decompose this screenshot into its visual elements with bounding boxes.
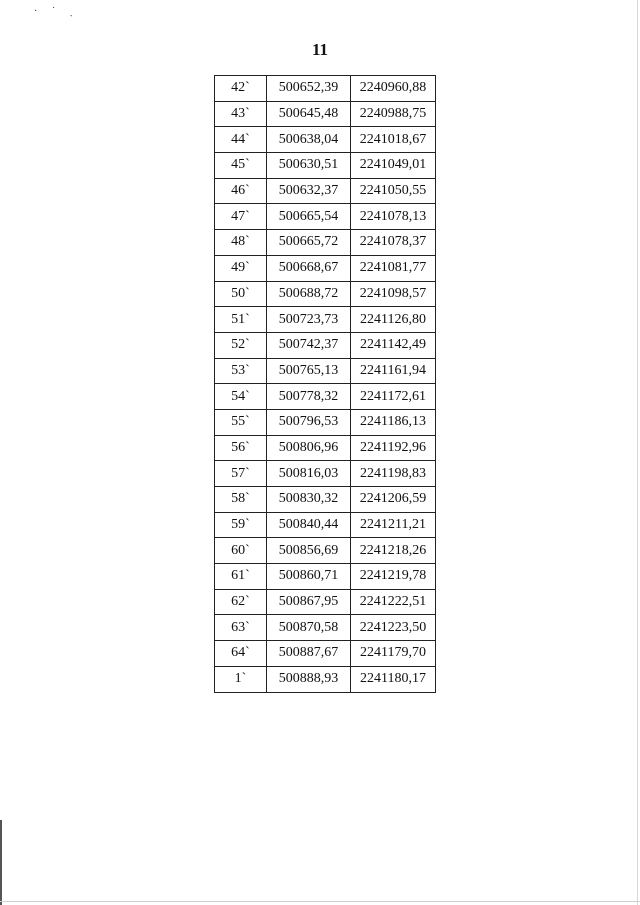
table-row [215,281,436,307]
x-coordinate-cell: 500806,96 [267,435,351,461]
x-coordinate-cell: 500632,37 [267,178,351,204]
y-coordinate-cell: 2241161,94 [351,358,436,384]
x-coordinate-cell: 500638,04 [267,127,351,153]
point-number-cell: 62` [215,589,267,615]
point-number-cell: 61` [215,564,267,590]
x-coordinate-cell: 500688,72 [267,281,351,307]
x-coordinate-cell: 500867,95 [267,589,351,615]
x-coordinate-cell: 500742,37 [267,332,351,358]
table-row [215,384,436,410]
point-number-cell: 47` [215,204,267,230]
table-row [215,127,436,153]
point-number-cell: 63` [215,615,267,641]
y-coordinate-cell: 2240988,75 [351,101,436,127]
table-row [215,230,436,256]
x-coordinate-cell: 500887,67 [267,641,351,667]
scan-specks: · ˙ ˎ [34,6,79,17]
x-coordinate-cell: 500668,67 [267,255,351,281]
point-number-cell: 60` [215,538,267,564]
point-number-cell: 46` [215,178,267,204]
x-coordinate-cell: 500645,48 [267,101,351,127]
point-number-cell: 48` [215,230,267,256]
x-coordinate-cell: 500840,44 [267,512,351,538]
point-number-cell: 42` [215,76,267,102]
table-row [215,435,436,461]
table-row [215,255,436,281]
table-row [215,358,436,384]
point-number-cell: 57` [215,461,267,487]
table-row [215,101,436,127]
x-coordinate-cell: 500778,32 [267,384,351,410]
point-number-cell: 53` [215,358,267,384]
x-coordinate-cell: 500630,51 [267,153,351,179]
point-number-cell: 43` [215,101,267,127]
table-row [215,153,436,179]
y-coordinate-cell: 2241198,83 [351,461,436,487]
table-row [215,564,436,590]
y-coordinate-cell: 2241219,78 [351,564,436,590]
y-coordinate-cell: 2241049,01 [351,153,436,179]
point-number-cell: 51` [215,307,267,333]
y-coordinate-cell: 2241218,26 [351,538,436,564]
scan-edge-left [0,820,2,905]
x-coordinate-cell: 500830,32 [267,487,351,513]
point-number-cell: 50` [215,281,267,307]
x-coordinate-cell: 500856,69 [267,538,351,564]
scan-edge-bottom [0,901,640,902]
x-coordinate-cell: 500816,03 [267,461,351,487]
table-row [215,307,436,333]
table-row [215,409,436,435]
point-number-cell: 64` [215,641,267,667]
table-row [215,641,436,667]
page-number: 11 [311,40,329,59]
y-coordinate-cell: 2241179,70 [351,641,436,667]
y-coordinate-cell: 2241211,21 [351,512,436,538]
y-coordinate-cell: 2241180,17 [351,666,436,692]
point-number-cell: 55` [215,409,267,435]
y-coordinate-cell: 2241222,51 [351,589,436,615]
table-row [215,461,436,487]
y-coordinate-cell: 2241126,80 [351,307,436,333]
x-coordinate-cell: 500796,53 [267,409,351,435]
point-number-cell: 44` [215,127,267,153]
point-number-cell: 54` [215,384,267,410]
table-row [215,538,436,564]
point-number-cell: 59` [215,512,267,538]
y-coordinate-cell: 2241186,13 [351,409,436,435]
coordinates-table-body [215,76,436,693]
point-number-cell: 49` [215,255,267,281]
y-coordinate-cell: 2241172,61 [351,384,436,410]
table-row [215,615,436,641]
y-coordinate-cell: 2241223,50 [351,615,436,641]
point-number-cell: 1` [215,666,267,692]
y-coordinate-cell: 2241078,13 [351,204,436,230]
y-coordinate-cell: 2241050,55 [351,178,436,204]
table-row [215,487,436,513]
x-coordinate-cell: 500723,73 [267,307,351,333]
point-number-cell: 52` [215,332,267,358]
table-row [215,204,436,230]
y-coordinate-cell: 2241142,49 [351,332,436,358]
y-coordinate-cell: 2241206,59 [351,487,436,513]
x-coordinate-cell: 500665,72 [267,230,351,256]
x-coordinate-cell: 500765,13 [267,358,351,384]
point-number-cell: 56` [215,435,267,461]
coordinates-table [214,75,436,693]
table-row [215,589,436,615]
x-coordinate-cell: 500860,71 [267,564,351,590]
y-coordinate-cell: 2240960,88 [351,76,436,102]
x-coordinate-cell: 500652,39 [267,76,351,102]
table-row [215,178,436,204]
x-coordinate-cell: 500665,54 [267,204,351,230]
table-row [215,332,436,358]
point-number-cell: 45` [215,153,267,179]
x-coordinate-cell: 500870,58 [267,615,351,641]
y-coordinate-cell: 2241098,57 [351,281,436,307]
scan-edge-right [637,0,638,905]
y-coordinate-cell: 2241192,96 [351,435,436,461]
table-row [215,512,436,538]
point-number-cell: 58` [215,487,267,513]
x-coordinate-cell: 500888,93 [267,666,351,692]
y-coordinate-cell: 2241078,37 [351,230,436,256]
table-row [215,666,436,692]
y-coordinate-cell: 2241081,77 [351,255,436,281]
table-row [215,76,436,102]
y-coordinate-cell: 2241018,67 [351,127,436,153]
